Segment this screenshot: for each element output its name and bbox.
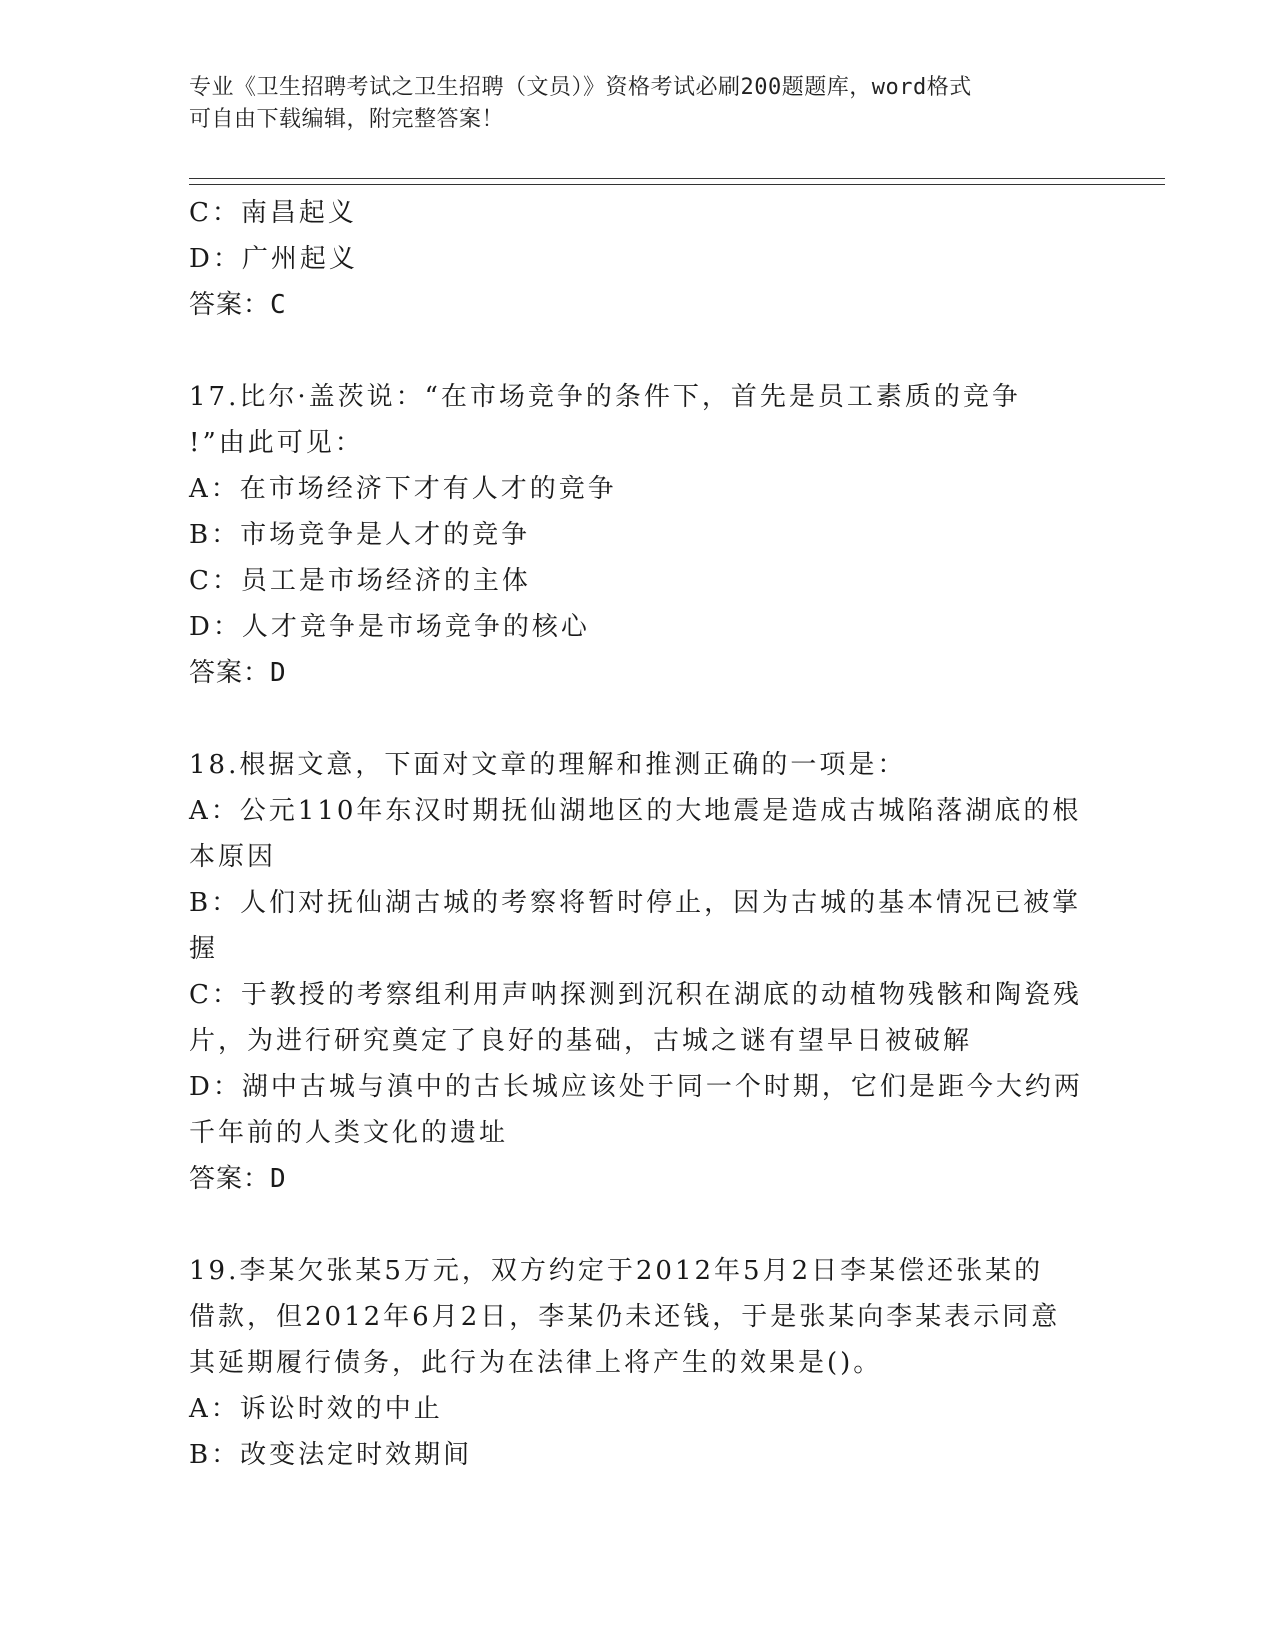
q19-option-a: A：诉讼时效的中止 [189,1394,443,1424]
q16-option-c: C：南昌起义 [189,198,357,228]
q17-answer: 答案：D [189,658,287,688]
q18-option-c-line-1: C：于教授的考察组利用声呐探测到沉积在湖底的动植物残骸和陶瓷残 [189,980,1082,1010]
question-content [189,190,1089,1478]
q18-option-a-line-1: A：公元110年东汉时期抚仙湖地区的大地震是造成古城陷落湖底的根 [189,796,1082,826]
question-17 [189,374,1089,696]
q17-option-d: D：人才竞争是市场竞争的核心 [189,612,590,642]
header-title-line-1: 专业《卫生招聘考试之卫生招聘（文员）》资格考试必刷200题题库，word格式 [189,75,972,100]
q18-answer: 答案：D [189,1164,287,1194]
spacer [189,1202,1089,1248]
q18-option-b-line-2: 握 [189,934,219,964]
header-title-line-2: 可自由下载编辑，附完整答案！ [189,107,505,132]
q18-option-d-line-2: 千年前的人类文化的遗址 [189,1118,509,1148]
question-18 [189,742,1089,1202]
q17-stem-line-2: !”由此可见： [189,428,364,458]
q17-option-a: A：在市场经济下才有人才的竞争 [189,474,617,504]
question-19 [189,1248,1089,1478]
q19-stem-line-3: 其延期履行债务，此行为在法律上将产生的效果是()。 [189,1348,883,1378]
q17-stem-line-1: 17.比尔·盖茨说：“在市场竞争的条件下，首先是员工素质的竞争 [189,382,1021,412]
q18-option-d-line-1: D：湖中古城与滇中的古长城应该处于同一个时期，它们是距今大约两 [189,1072,1083,1102]
q18-option-c-line-2: 片，为进行研究奠定了良好的基础，古城之谜有望早日被破解 [189,1026,973,1056]
header-divider [189,178,1165,185]
q18-stem: 18.根据文意，下面对文章的理解和推测正确的一项是： [189,750,907,780]
spacer [189,696,1089,742]
q16-answer: 答案：C [189,290,287,320]
q19-stem-line-2: 借款，但2012年6月2日，李某仍未还钱，于是张某向李某表示同意 [189,1302,1061,1332]
q19-option-b: B：改变法定时效期间 [189,1440,473,1470]
q17-option-b: B：市场竞争是人才的竞争 [189,520,531,550]
q16-option-d: D：广州起义 [189,244,358,274]
spacer [189,328,1089,374]
q18-option-a-line-2: 本原因 [189,842,277,872]
q19-stem-line-1: 19.李某欠张某5万元，双方约定于2012年5月2日李某偿还张某的 [189,1256,1044,1286]
question-16-tail [189,190,1089,328]
page-header [189,72,1089,136]
q17-option-c: C：员工是市场经济的主体 [189,566,531,596]
q18-option-b-line-1: B：人们对抚仙湖古城的考察将暂时停止，因为古城的基本情况已被掌 [189,888,1082,918]
